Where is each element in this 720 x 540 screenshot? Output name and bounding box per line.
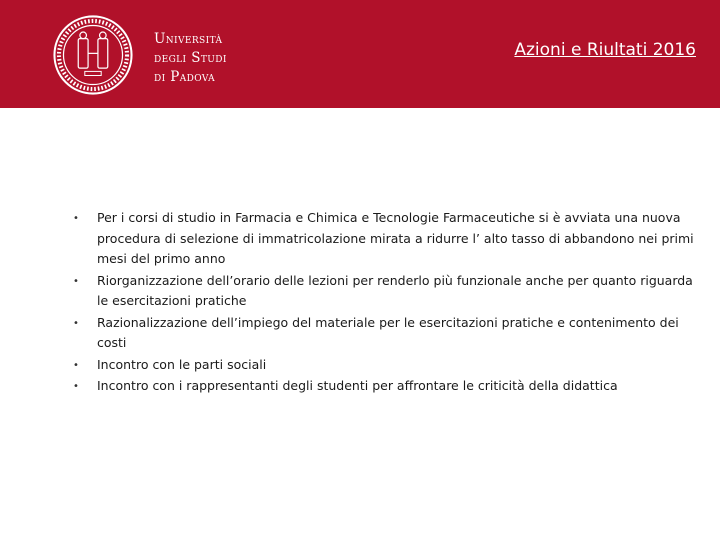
bullet-item <box>0 376 720 397</box>
bullet-item <box>0 355 720 376</box>
university-wordmark <box>154 30 227 87</box>
bullet-dot-icon: • <box>73 317 79 329</box>
bullet-item <box>0 313 720 354</box>
bullet-item <box>0 271 720 312</box>
bullet-text: Per i corsi di studio in Farmacia e Chimica e Tecnologie Farmaceutiche si è avviata una nuova procedura di selezione di immatricolazione mirata a ridurre l’ alto tasso di abbandono nei primi mesi del primo anno <box>97 210 694 266</box>
bullet-text: Incontro con i rappresentanti degli studenti per affrontare le criticità della didattica <box>97 378 618 393</box>
bullet-text: Riorganizzazione dell’orario delle lezioni per renderlo più funzionale anche per quanto riguarda le esercitazioni pratiche <box>97 272 693 308</box>
bullet-dot-icon: • <box>73 359 79 371</box>
bullet-dot-icon: • <box>73 381 79 392</box>
bullet-dot-icon: • <box>73 275 79 287</box>
bullet-dot-icon: • <box>73 213 79 224</box>
slide-title: Azioni e Riultati 2016 <box>514 40 696 60</box>
wordmark-line-1: Università <box>154 31 223 47</box>
wordmark-line-2: degli Studi <box>154 50 227 66</box>
header-bar <box>0 0 720 108</box>
wordmark-line-3: di Padova <box>154 69 216 85</box>
bullet-text: Incontro con le parti sociali <box>97 356 267 372</box>
university-seal-icon <box>52 14 134 96</box>
bullet-text: Razionalizzazione dell’impiego del materiale per le esercitazioni pratiche e contenimento dei costi <box>97 314 679 350</box>
bullet-list <box>0 208 720 398</box>
bullet-item <box>0 208 720 270</box>
